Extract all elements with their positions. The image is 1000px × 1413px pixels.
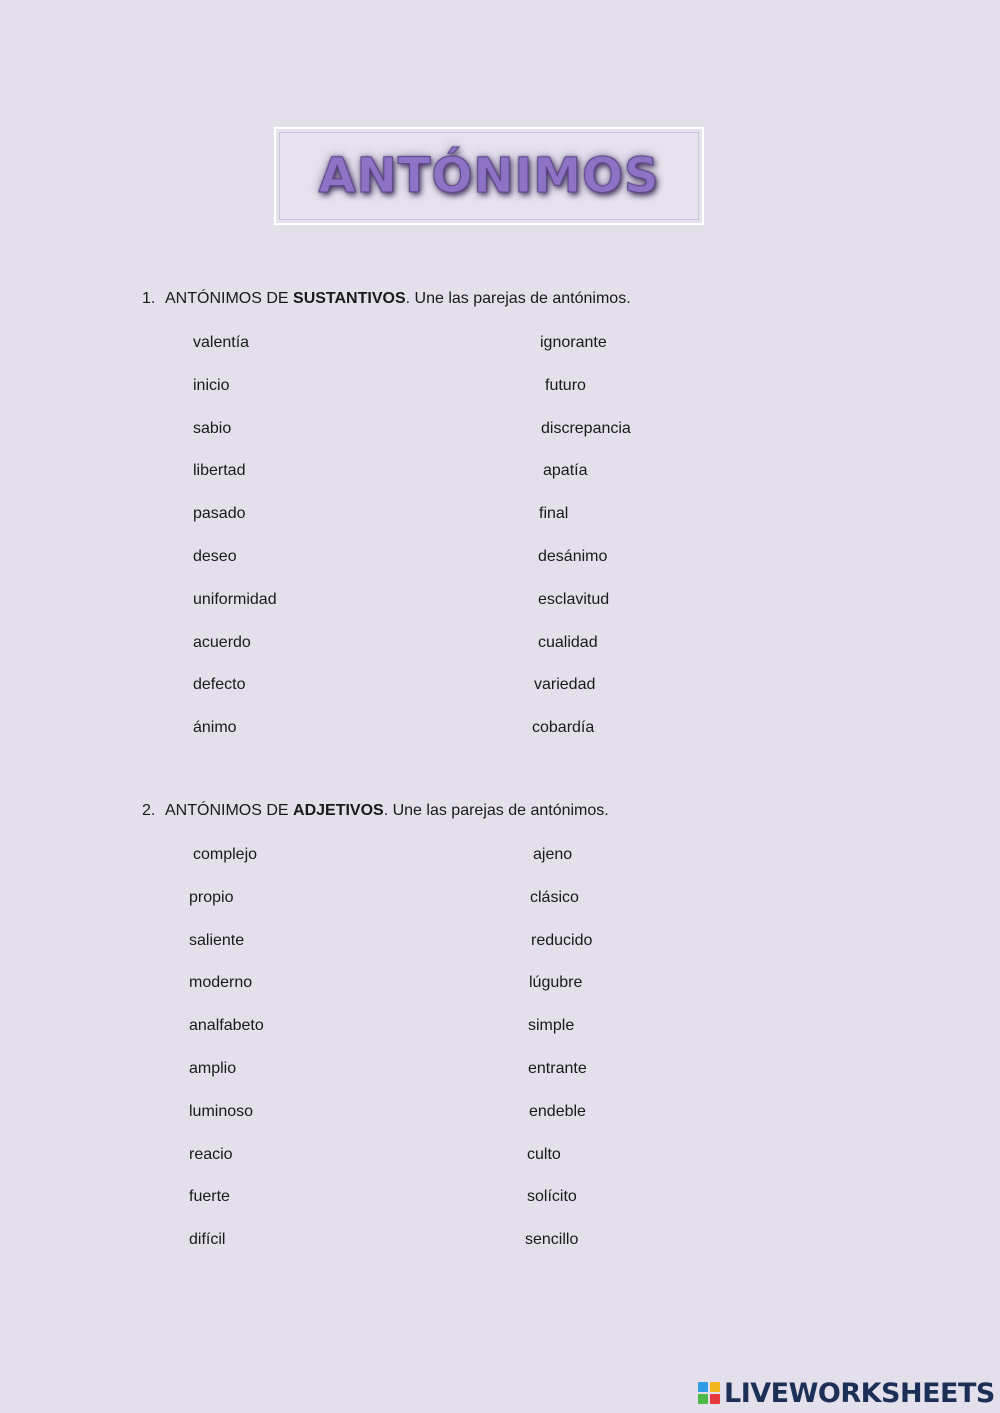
section-1-left-word[interactable]: valentía	[193, 334, 250, 351]
section-1-right-word[interactable]: apatía	[543, 462, 588, 480]
section-1-left-word[interactable]: defecto	[193, 676, 246, 694]
section-2-right-word[interactable]: lúgubre	[529, 974, 583, 992]
section-2-suffix: . Une las parejas de antónimos.	[383, 802, 609, 819]
section-1-left-word[interactable]: libertad	[193, 462, 246, 480]
section-1-right-word[interactable]: cualidad	[538, 633, 598, 651]
section-2-right-word[interactable]: entrante	[528, 1060, 587, 1077]
section-1-number: 1.	[142, 290, 156, 307]
title-box	[274, 127, 704, 225]
section-1-left-word[interactable]: deseo	[193, 548, 237, 565]
section-2-bold: ADJETIVOS	[293, 802, 384, 819]
page-title: ANTÓNIMOS	[318, 148, 660, 204]
section-2-left-word[interactable]: amplio	[189, 1060, 237, 1077]
section-1-suffix: . Une las parejas de antónimos.	[405, 290, 631, 307]
section-2-prefix: ANTÓNIMOS DE	[165, 802, 294, 819]
section-2-left-word[interactable]: moderno	[189, 974, 253, 992]
section-1-bold: SUSTANTIVOS	[293, 290, 406, 307]
section-2-left-word[interactable]: fuerte	[189, 1188, 230, 1206]
section-2-heading	[142, 802, 609, 820]
section-2-left-word[interactable]: propio	[189, 888, 234, 906]
section-2-right-word[interactable]: culto	[527, 1145, 561, 1163]
section-1-right-word[interactable]: variedad	[534, 676, 596, 694]
section-1-left-word[interactable]: acuerdo	[193, 633, 251, 651]
logo-blocks-icon	[698, 1382, 720, 1404]
section-1-left-word[interactable]: pasado	[193, 505, 246, 523]
section-2-right-word[interactable]: endeble	[529, 1102, 586, 1120]
section-1-right-word[interactable]: desánimo	[538, 548, 608, 565]
section-2-right-word[interactable]: sencillo	[525, 1231, 579, 1249]
section-2-right-word[interactable]: ajeno	[533, 846, 573, 863]
logo-block-2	[710, 1382, 720, 1392]
section-2-right-word[interactable]: simple	[528, 1017, 575, 1035]
section-1-prefix: ANTÓNIMOS DE	[165, 290, 294, 307]
section-2-left-word[interactable]: reacio	[189, 1145, 233, 1163]
liveworksheets-logo	[698, 1376, 995, 1410]
section-1-right-word[interactable]: esclavitud	[538, 590, 610, 608]
section-2-left-word[interactable]: saliente	[189, 931, 245, 949]
section-1-right-word[interactable]: discrepancia	[541, 419, 631, 437]
section-1-right-word[interactable]: cobardía	[532, 719, 595, 737]
section-2-number: 2.	[142, 802, 156, 819]
section-2-right-word[interactable]: solícito	[527, 1188, 577, 1206]
section-1-left-word[interactable]: inicio	[193, 376, 230, 394]
logo-block-3	[698, 1394, 708, 1404]
section-1-left-word[interactable]: uniformidad	[193, 590, 277, 608]
logo-text: LIVEWORKSHEETS	[724, 1377, 995, 1409]
section-2-right-word[interactable]: reducido	[531, 931, 593, 949]
section-1-right-word[interactable]: ignorante	[540, 334, 607, 351]
section-2-right-word[interactable]: clásico	[530, 888, 579, 906]
section-1-left-word[interactable]: ánimo	[193, 719, 237, 737]
section-1-left-word[interactable]: sabio	[193, 419, 232, 437]
section-1-right-word[interactable]: final	[539, 505, 569, 523]
section-2-left-word[interactable]: difícil	[189, 1231, 226, 1249]
section-1-heading	[142, 290, 631, 308]
logo-block-4	[710, 1394, 720, 1404]
logo-block-1	[698, 1382, 708, 1392]
section-2-left-word[interactable]: complejo	[193, 846, 258, 863]
section-1-right-word[interactable]: futuro	[545, 376, 586, 394]
section-2-left-word[interactable]: analfabeto	[189, 1017, 264, 1035]
section-2-left-word[interactable]: luminoso	[189, 1102, 254, 1120]
